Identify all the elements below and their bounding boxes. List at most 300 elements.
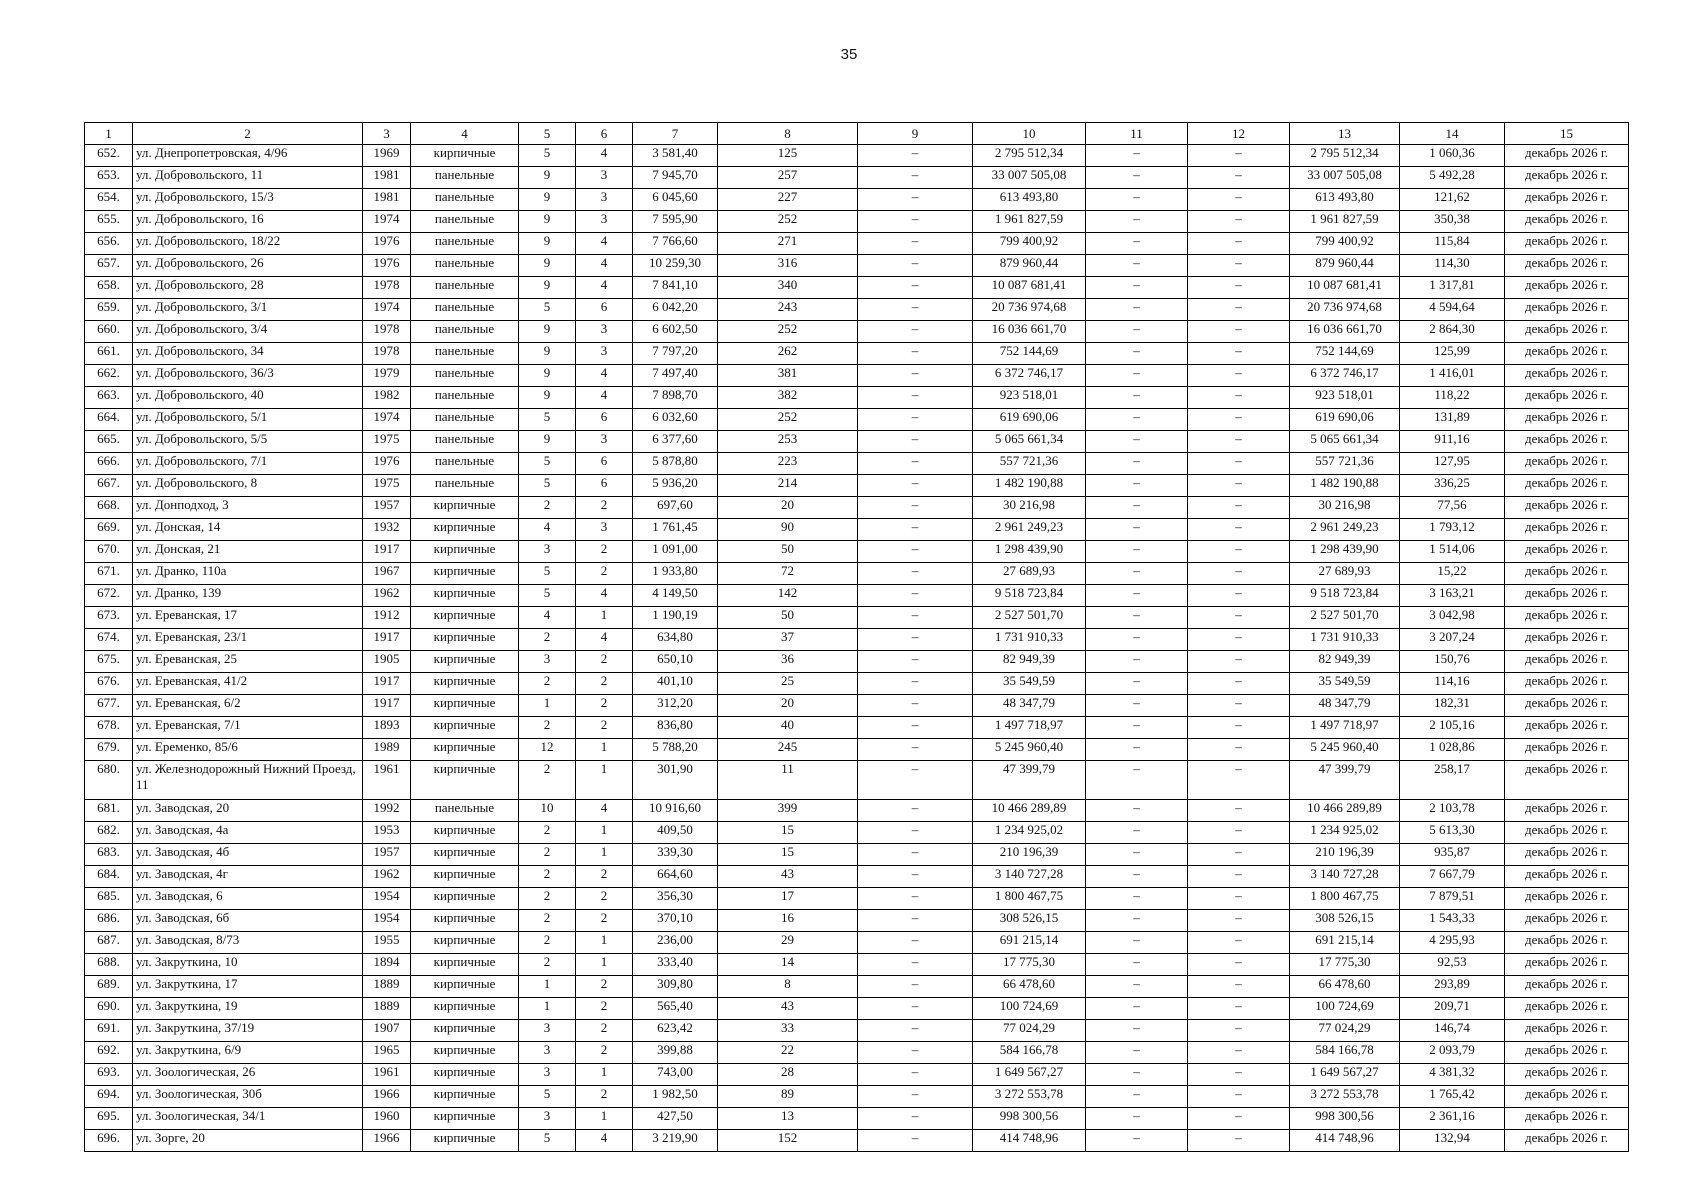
table-cell: – [858,541,973,563]
table-cell: – [1188,475,1290,497]
table-cell: 1 [576,954,633,976]
table-cell: 10 466 289,89 [1290,800,1400,822]
table-cell: 1905 [363,651,411,673]
table-cell: – [1086,541,1188,563]
table-cell: – [1188,998,1290,1020]
table-cell: 2 [519,629,576,651]
table-cell: 257 [718,167,858,189]
table-cell: панельные [411,431,519,453]
table-cell: 691 215,14 [973,932,1086,954]
table-cell: декабрь 2026 г. [1505,629,1629,651]
table-cell: – [858,255,973,277]
table-cell: – [1188,1108,1290,1130]
table-cell: 20 736 974,68 [1290,299,1400,321]
table-cell: 1954 [363,888,411,910]
table-cell: 650,10 [633,651,718,673]
table-cell: 7 898,70 [633,387,718,409]
table-cell: 1982 [363,387,411,409]
table-cell: 7 667,79 [1400,866,1505,888]
table-cell: 670. [85,541,133,563]
table-cell: – [858,563,973,585]
table-cell: 681. [85,800,133,822]
table-cell: – [1188,1042,1290,1064]
table-cell: ул. Добровольского, 16 [133,211,363,233]
table-cell: 1 [576,1064,633,1086]
table-cell: декабрь 2026 г. [1505,167,1629,189]
table-cell: ул. Закруткина, 6/9 [133,1042,363,1064]
table-cell: 659. [85,299,133,321]
table-cell: панельные [411,387,519,409]
table-cell: – [858,954,973,976]
table-cell: 25 [718,673,858,695]
table-cell: ул. Закруткина, 17 [133,976,363,998]
table-cell: 664,60 [633,866,718,888]
table-cell: 9 [519,387,576,409]
table-cell: 2 795 512,34 [1290,145,1400,167]
table-cell: 2 [576,651,633,673]
table-cell: 673. [85,607,133,629]
table-cell: 663. [85,387,133,409]
table-cell: 1 933,80 [633,563,718,585]
table-cell: ул. Дранко, 110а [133,563,363,585]
table-row [85,607,1629,629]
table-cell: – [858,761,973,800]
table-cell: декабрь 2026 г. [1505,910,1629,932]
table-cell: 409,50 [633,822,718,844]
table-cell: 6 [576,453,633,475]
table-cell: 118,22 [1400,387,1505,409]
table-cell: – [858,866,973,888]
table-cell: 3 163,21 [1400,585,1505,607]
table-cell: 2 961 249,23 [1290,519,1400,541]
table-cell: – [1188,673,1290,695]
table-cell: 923 518,01 [1290,387,1400,409]
table-body [85,145,1629,1152]
table-cell: 6 [576,409,633,431]
table-cell: 2 [576,998,633,1020]
table-cell: 50 [718,607,858,629]
table-cell: кирпичные [411,739,519,761]
table-cell: кирпичные [411,1108,519,1130]
table-cell: – [1086,211,1188,233]
table-cell: 114,16 [1400,673,1505,695]
table-cell: 9 [519,189,576,211]
table-row [85,167,1629,189]
table-cell: кирпичные [411,1042,519,1064]
table-cell: ул. Зоологическая, 34/1 [133,1108,363,1130]
table-cell: ул. Заводская, 4г [133,866,363,888]
table-cell: – [1086,387,1188,409]
table-cell: 92,53 [1400,954,1505,976]
table-cell: 9 [519,321,576,343]
table-cell: – [1188,277,1290,299]
table-cell: 685. [85,888,133,910]
table-cell: 1 [576,607,633,629]
table-cell: декабрь 2026 г. [1505,431,1629,453]
table-cell: панельные [411,167,519,189]
table-cell: 879 960,44 [973,255,1086,277]
table-cell: 3 [576,343,633,365]
table-cell: 1981 [363,189,411,211]
table-cell: кирпичные [411,976,519,998]
table-cell: 4 [576,387,633,409]
table-cell: 1955 [363,932,411,954]
table-cell: декабрь 2026 г. [1505,800,1629,822]
table-cell: – [1086,866,1188,888]
table-cell: 5 878,80 [633,453,718,475]
table-cell: 1974 [363,299,411,321]
table-cell: 584 166,78 [973,1042,1086,1064]
column-header: 5 [519,123,576,145]
table-row [85,387,1629,409]
table-cell: 20 [718,695,858,717]
table-cell: ул. Днепропетровская, 4/96 [133,145,363,167]
table-cell: – [1188,651,1290,673]
table-cell: – [858,673,973,695]
table-cell: 1 761,45 [633,519,718,541]
table-cell: 2 [576,910,633,932]
table-cell: 565,40 [633,998,718,1020]
table-cell: 1979 [363,365,411,387]
table-cell: 1 497 718,97 [1290,717,1400,739]
table-cell: 17 775,30 [973,954,1086,976]
table-cell: кирпичные [411,1020,519,1042]
table-cell: 998 300,56 [973,1108,1086,1130]
table-cell: панельные [411,277,519,299]
table-cell: 1 765,42 [1400,1086,1505,1108]
table-cell: 3 207,24 [1400,629,1505,651]
table-cell: – [1086,563,1188,585]
table-cell: декабрь 2026 г. [1505,497,1629,519]
table-cell: 100 724,69 [1290,998,1400,1020]
table-cell: 3 272 553,78 [1290,1086,1400,1108]
table-cell: 1 800 467,75 [1290,888,1400,910]
table-cell: 4 [576,233,633,255]
table-cell: декабрь 2026 г. [1505,822,1629,844]
table-cell: 935,87 [1400,844,1505,866]
table-cell: 1917 [363,629,411,651]
table-cell: 258,17 [1400,761,1505,800]
table-cell: 414 748,96 [973,1130,1086,1152]
table-cell: – [1086,844,1188,866]
table-cell: 20 736 974,68 [973,299,1086,321]
table-row [85,695,1629,717]
table-cell: – [1086,1064,1188,1086]
table-cell: 82 949,39 [1290,651,1400,673]
table-cell: ул. Добровольского, 5/5 [133,431,363,453]
table-cell: – [1086,299,1188,321]
table-cell: ул. Ереванская, 41/2 [133,673,363,695]
table-cell: – [1188,1130,1290,1152]
table-cell: – [1188,739,1290,761]
table-cell: 227 [718,189,858,211]
table-cell: – [858,409,973,431]
table-cell: 4 594,64 [1400,299,1505,321]
table-cell: – [858,800,973,822]
table-cell: декабрь 2026 г. [1505,519,1629,541]
table-cell: 312,20 [633,695,718,717]
table-cell: – [858,998,973,1020]
table-cell: – [858,739,973,761]
table-cell: ул. Закруткина, 10 [133,954,363,976]
column-header: 12 [1188,123,1290,145]
table-cell: – [1188,321,1290,343]
table-cell: 36 [718,651,858,673]
table-cell: – [858,1108,973,1130]
table-row [85,453,1629,475]
table-cell: 2 [519,497,576,519]
table-cell: 77 024,29 [973,1020,1086,1042]
table-cell: 2 [576,888,633,910]
table-cell: ул. Добровольского, 3/4 [133,321,363,343]
table-cell: 879 960,44 [1290,255,1400,277]
table-cell: – [1086,1108,1188,1130]
table-cell: декабрь 2026 г. [1505,233,1629,255]
table-cell: – [858,607,973,629]
table-cell: 4 [576,145,633,167]
table-row [85,761,1629,800]
table-cell: ул. Еременко, 85/6 [133,739,363,761]
table-cell: 210 196,39 [1290,844,1400,866]
table-cell: 37 [718,629,858,651]
column-header: 7 [633,123,718,145]
table-row [85,145,1629,167]
table-cell: ул. Зоологическая, 30б [133,1086,363,1108]
table-cell: декабрь 2026 г. [1505,145,1629,167]
table-cell: 3 272 553,78 [973,1086,1086,1108]
table-cell: – [1188,563,1290,585]
table-cell: 66 478,60 [1290,976,1400,998]
table-cell: 658. [85,277,133,299]
table-cell: панельные [411,299,519,321]
table-cell: 20 [718,497,858,519]
column-header: 3 [363,123,411,145]
table-cell: – [1188,717,1290,739]
table-cell: 671. [85,563,133,585]
table-cell: – [858,976,973,998]
table-cell: 9 [519,255,576,277]
table-cell: 6 [576,299,633,321]
table-cell: 5 [519,585,576,607]
table-cell: 350,38 [1400,211,1505,233]
table-cell: – [858,1020,973,1042]
table-cell: 10 916,60 [633,800,718,822]
table-cell: 29 [718,932,858,954]
table-cell: 2 [519,761,576,800]
table-cell: 14 [718,954,858,976]
table-cell: 2 [576,563,633,585]
table-cell: – [858,497,973,519]
table-cell: 252 [718,409,858,431]
table-cell: 1894 [363,954,411,976]
table-cell: 695. [85,1108,133,1130]
table-cell: панельные [411,211,519,233]
table-cell: 1 234 925,02 [1290,822,1400,844]
table-cell: 3 [576,211,633,233]
table-row [85,629,1629,651]
table-row [85,1020,1629,1042]
table-cell: 1975 [363,431,411,453]
table-cell: – [1086,585,1188,607]
table-cell: 9 518 723,84 [973,585,1086,607]
table-row [85,277,1629,299]
table-cell: ул. Железнодорожный Нижний Проезд, 11 [133,761,363,800]
table-cell: декабрь 2026 г. [1505,277,1629,299]
table-cell: – [858,387,973,409]
table-row [85,189,1629,211]
table-row [85,233,1629,255]
table-cell: декабрь 2026 г. [1505,475,1629,497]
table-cell: 2 795 512,34 [973,145,1086,167]
table-cell: – [1086,1130,1188,1152]
table-cell: – [1086,475,1188,497]
table-cell: 683. [85,844,133,866]
table-cell: 2 105,16 [1400,717,1505,739]
table-cell: декабрь 2026 г. [1505,211,1629,233]
table-cell: – [1086,695,1188,717]
table-cell: – [1086,167,1188,189]
table-cell: – [1188,822,1290,844]
table-cell: – [1086,673,1188,695]
table-cell: 9 [519,167,576,189]
table-cell: 2 [576,673,633,695]
table-cell: 427,50 [633,1108,718,1130]
table-cell: – [1188,299,1290,321]
table-cell: 1 961 827,59 [1290,211,1400,233]
table-cell: – [858,431,973,453]
table-cell: – [1188,211,1290,233]
table-cell: панельные [411,233,519,255]
table-cell: – [1188,800,1290,822]
table-cell: декабрь 2026 г. [1505,1064,1629,1086]
table-row [85,673,1629,695]
table-cell: 9 [519,233,576,255]
table-cell: – [1086,1020,1188,1042]
table-cell: 236,00 [633,932,718,954]
table-cell: панельные [411,255,519,277]
table-cell: 43 [718,998,858,1020]
table-cell: 3 042,98 [1400,607,1505,629]
table-cell: 613 493,80 [973,189,1086,211]
table-cell: 3 140 727,28 [1290,866,1400,888]
table-cell: 336,25 [1400,475,1505,497]
table-row [85,866,1629,888]
table-cell: 1 [519,998,576,1020]
table-cell: 691. [85,1020,133,1042]
table-cell: 40 [718,717,858,739]
table-cell: 253 [718,431,858,453]
table-cell: 2 [576,541,633,563]
table-cell: ул. Дранко, 139 [133,585,363,607]
table-cell: 28 [718,1064,858,1086]
table-cell: 10 [519,800,576,822]
table-cell: 1917 [363,541,411,563]
table-cell: 1 416,01 [1400,365,1505,387]
table-row [85,365,1629,387]
table-cell: панельные [411,365,519,387]
table-cell: 1 091,00 [633,541,718,563]
table-cell: 696. [85,1130,133,1152]
table-cell: 243 [718,299,858,321]
table-cell: 2 [519,844,576,866]
table-cell: – [1086,717,1188,739]
table-cell: ул. Добровольского, 5/1 [133,409,363,431]
table-cell: 5 245 960,40 [1290,739,1400,761]
table-cell: 50 [718,541,858,563]
table-cell: 2 [576,866,633,888]
table-cell: 5 [519,145,576,167]
table-cell: – [1086,910,1188,932]
table-cell: 689. [85,976,133,998]
table-cell: 223 [718,453,858,475]
table-cell: ул. Добровольского, 28 [133,277,363,299]
table-cell: 1 028,86 [1400,739,1505,761]
table-cell: кирпичные [411,585,519,607]
table-cell: 30 216,98 [1290,497,1400,519]
table-cell: 182,31 [1400,695,1505,717]
table-cell: 1957 [363,497,411,519]
table-cell: – [1086,607,1188,629]
table-cell: 5 [519,1130,576,1152]
table-cell: 1912 [363,607,411,629]
table-cell: 634,80 [633,629,718,651]
table-cell: 1969 [363,145,411,167]
table-row [85,541,1629,563]
table-cell: декабрь 2026 г. [1505,607,1629,629]
table-cell: 584 166,78 [1290,1042,1400,1064]
table-cell: 4 [576,800,633,822]
table-cell: 414 748,96 [1290,1130,1400,1152]
table-cell: 89 [718,1086,858,1108]
table-row [85,800,1629,822]
table-cell: 3 [519,1020,576,1042]
table-cell: 3 [576,321,633,343]
table-cell: 680. [85,761,133,800]
table-cell: кирпичные [411,717,519,739]
table-cell: 308 526,15 [973,910,1086,932]
table-cell: 209,71 [1400,998,1505,1020]
table-cell: 152 [718,1130,858,1152]
table-cell: 4 [519,607,576,629]
table-cell: декабрь 2026 г. [1505,585,1629,607]
table-cell: 2 [576,1086,633,1108]
table-cell: ул. Добровольского, 40 [133,387,363,409]
table-cell: 356,30 [633,888,718,910]
table-cell: декабрь 2026 г. [1505,1086,1629,1108]
table-cell: кирпичные [411,822,519,844]
column-header: 14 [1400,123,1505,145]
table-cell: 48 347,79 [1290,695,1400,717]
table-cell: 1992 [363,800,411,822]
table-cell: 3 [576,189,633,211]
table-cell: 22 [718,1042,858,1064]
table-cell: 15 [718,822,858,844]
table-cell: 557 721,36 [1290,453,1400,475]
table-cell: – [858,211,973,233]
table-cell: – [858,695,973,717]
table-cell: 688. [85,954,133,976]
table-cell: 125,99 [1400,343,1505,365]
table-cell: ул. Закруткина, 19 [133,998,363,1020]
table-cell: 210 196,39 [973,844,1086,866]
table-cell: кирпичные [411,866,519,888]
table-cell: 5 492,28 [1400,167,1505,189]
table-cell: кирпичные [411,761,519,800]
table-cell: – [858,343,973,365]
table-cell: 613 493,80 [1290,189,1400,211]
table-cell: – [858,585,973,607]
table-cell: – [858,233,973,255]
